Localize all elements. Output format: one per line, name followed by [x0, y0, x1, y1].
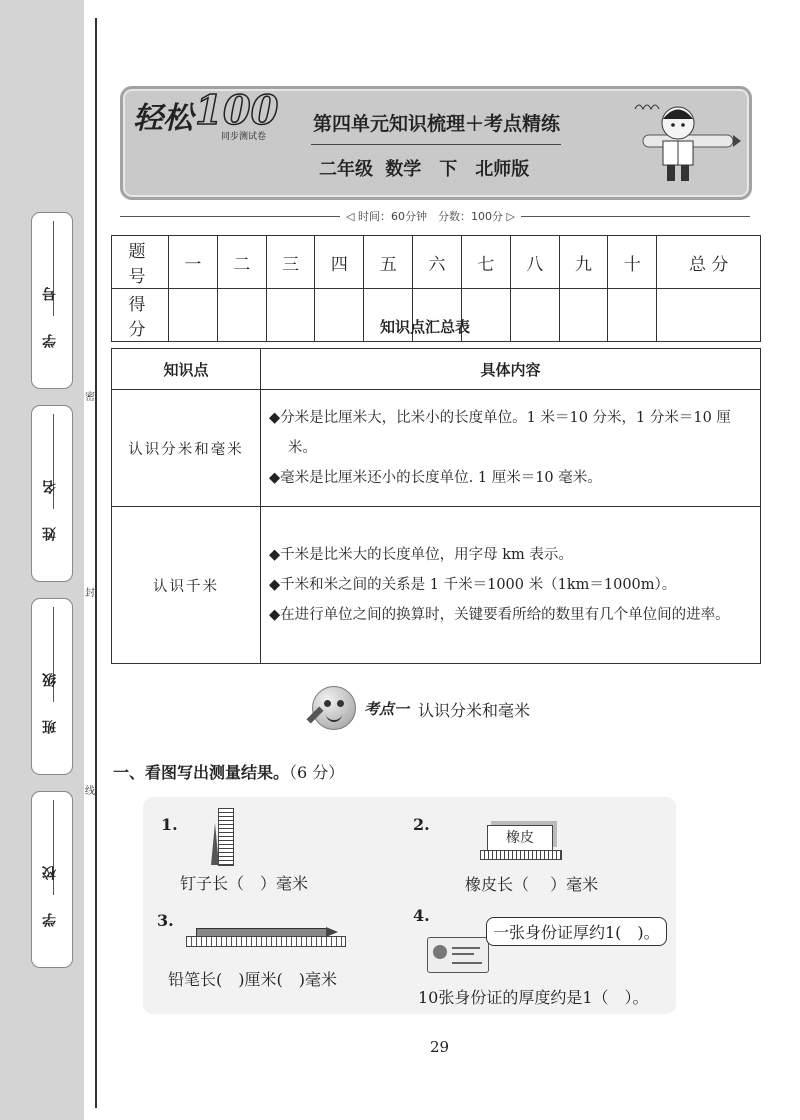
table-cell: 得 分 — [112, 289, 169, 342]
table-cell: 十 — [608, 236, 657, 289]
item-number: 4. — [413, 906, 430, 925]
score-input-cell[interactable] — [217, 289, 266, 342]
class-field[interactable]: 班 级 — [31, 598, 73, 775]
table-cell: 二 — [217, 236, 266, 289]
logo-number: 100 — [195, 87, 279, 134]
section-heading — [300, 682, 620, 736]
binding-line — [95, 18, 97, 1108]
table-cell: 七 — [461, 236, 510, 289]
eraser-icon: 橡皮 — [487, 825, 553, 851]
table-cell: 一 — [169, 236, 218, 289]
score-input-cell[interactable] — [657, 289, 761, 342]
header-banner — [120, 86, 752, 200]
table-cell: 五 — [364, 236, 413, 289]
page-subtitle: 二年级 数学 下 北师版 — [319, 159, 530, 180]
content-cell — [261, 390, 761, 507]
table-row — [112, 507, 761, 664]
score-input-cell[interactable] — [315, 289, 364, 342]
table-cell: 三 — [266, 236, 315, 289]
seal-mark: 密 — [85, 392, 95, 403]
student-name-field[interactable]: 姓 名 — [31, 405, 73, 582]
table-cell: 四 — [315, 236, 364, 289]
knowledge-item: ◆在进行单位之间的换算时，关键要看所给的数里有几个单位间的进率。 — [269, 607, 730, 623]
id-card-icon — [427, 937, 489, 973]
score-input-cell[interactable] — [510, 289, 559, 342]
item-caption[interactable]: 10张身份证的厚度约是1（ ）。 — [418, 988, 649, 1007]
item-number: 1. — [161, 815, 178, 834]
student-reading-illustration — [623, 95, 743, 190]
item-caption[interactable]: 橡皮长（ ）毫米 — [465, 875, 599, 894]
ruler-icon — [186, 936, 346, 947]
knowledge-item: ◆毫米是比厘米还小的长度单位. 1 厘米＝10 毫米。 — [269, 470, 602, 486]
table-cell: 总 分 — [657, 236, 761, 289]
speech-bubble[interactable]: 一张身份证厚约1( )。 — [486, 917, 667, 946]
table-cell: 九 — [559, 236, 608, 289]
knowledge-item: ◆千米是比米大的长度单位，用字母 km 表示。 — [269, 547, 573, 563]
seal-mark: 封 — [85, 588, 95, 599]
divider — [311, 144, 561, 145]
score-input-cell[interactable] — [559, 289, 608, 342]
table-cell: 八 — [510, 236, 559, 289]
knowledge-table-title: 知识点汇总表 — [380, 318, 471, 336]
column-header: 知识点 — [112, 349, 261, 390]
ruler-icon — [218, 808, 234, 866]
score-input-cell[interactable] — [266, 289, 315, 342]
school-field[interactable]: 学 校 — [31, 791, 73, 968]
item-number: 2. — [413, 815, 430, 834]
table-cell: 六 — [413, 236, 462, 289]
table-header-row — [112, 349, 761, 390]
topic-cell: 认识分米和毫米 — [112, 390, 261, 507]
question-heading: 一、看图写出测量结果。（6 分） — [113, 763, 345, 782]
table-row — [112, 236, 761, 289]
time-and-score: ◁ 时间：60分钟 分数：100分 ▷ — [340, 208, 521, 224]
item-caption[interactable]: 铅笔长( )厘米( )毫米 — [168, 970, 337, 989]
column-header: 具体内容 — [261, 349, 761, 390]
knowledge-table — [111, 348, 761, 664]
table-cell: 题 号 — [112, 236, 169, 289]
section-title: 认识分米和毫米 — [418, 701, 531, 720]
knowledge-item: ◆分米是比厘米大，比米小的长度单位。1 米＝10 分米，1 分米＝10 厘米。 — [269, 410, 731, 456]
logo-subtitle: 同步测试卷 — [221, 132, 267, 142]
topic-cell: 认识千米 — [112, 507, 261, 664]
page-number: 29 — [430, 1038, 450, 1056]
ruler-icon — [480, 850, 562, 860]
score-input-cell[interactable] — [608, 289, 657, 342]
section-tag: 考点一 — [364, 700, 410, 718]
seal-mark: 线 — [85, 786, 95, 797]
page-title: 第四单元知识梳理＋考点精练 — [313, 113, 561, 135]
knowledge-item: ◆千米和米之间的关系是 1 千米＝1000 米（1km＝1000m）。 — [269, 577, 677, 593]
score-input-cell[interactable] — [169, 289, 218, 342]
logo: 轻松 — [133, 101, 193, 136]
nail-icon — [211, 823, 219, 865]
content-cell — [261, 507, 761, 664]
student-id-field[interactable]: 学 号 — [31, 212, 73, 389]
item-number: 3. — [157, 911, 174, 930]
table-row — [112, 390, 761, 507]
item-caption[interactable]: 钉子长（ ）毫米 — [180, 874, 309, 893]
